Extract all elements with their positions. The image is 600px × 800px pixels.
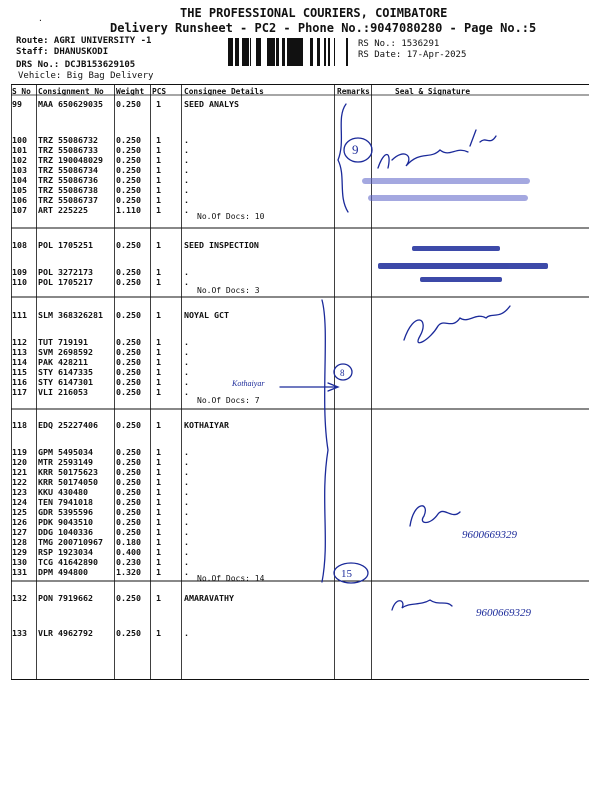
barcode-bar <box>244 38 247 66</box>
cell-cons: KRR 50174050 <box>38 477 98 487</box>
barcode-bar <box>235 38 238 66</box>
table-row <box>11 477 589 487</box>
phone-note-1: 9600669329 <box>462 529 517 541</box>
cell-wt: 0.250 <box>116 357 141 367</box>
barcode-bar <box>256 38 258 66</box>
table-row <box>11 447 589 457</box>
cell-det: . <box>184 165 189 175</box>
table-row <box>11 467 589 477</box>
cell-sno: 119 <box>12 447 27 457</box>
cell-pcs: 1 <box>156 557 161 567</box>
barcode-bar <box>242 38 244 66</box>
cell-pcs: 1 <box>156 99 161 109</box>
cell-cons: DDG 1040336 <box>38 527 93 537</box>
col-consignment: Consignment No <box>38 87 104 96</box>
cell-wt: 0.250 <box>116 377 141 387</box>
cell-wt: 0.250 <box>116 447 141 457</box>
cell-det: . <box>184 387 189 397</box>
table-row <box>11 628 589 638</box>
rs-number: RS No.: 1536291 <box>358 39 440 49</box>
cell-wt: 0.250 <box>116 387 141 397</box>
cell-cons: RSP 1923034 <box>38 547 93 557</box>
cell-pcs: 1 <box>156 487 161 497</box>
cell-sno: 100 <box>12 135 27 145</box>
cell-pcs: 1 <box>156 477 161 487</box>
cell-cons: PDK 9043510 <box>38 517 93 527</box>
cell-det: . <box>184 267 189 277</box>
barcode-bar <box>346 38 348 66</box>
cell-sno: 106 <box>12 195 27 205</box>
table-row <box>11 240 589 250</box>
barcode <box>228 38 350 66</box>
cell-det: . <box>184 377 189 387</box>
barcode-bar <box>296 38 299 66</box>
cell-det: . <box>184 527 189 537</box>
cell-wt: 0.180 <box>116 537 141 547</box>
cell-det: . <box>184 497 189 507</box>
cell-cons: TCG 41642890 <box>38 557 98 567</box>
cell-pcs: 1 <box>156 195 161 205</box>
cell-cons: TRZ 190048029 <box>38 155 103 165</box>
cell-pcs: 1 <box>156 593 161 603</box>
cell-det: AMARAVATHY <box>184 593 234 603</box>
cell-cons: POL 1705251 <box>38 240 93 250</box>
cell-sno: 123 <box>12 487 27 497</box>
cell-cons: TEN 7941018 <box>38 497 93 507</box>
col-details: Consignee Details <box>184 87 264 96</box>
cell-sno: 126 <box>12 517 27 527</box>
cell-sno: 111 <box>12 310 27 320</box>
table-row <box>11 567 589 577</box>
header-marker: . <box>38 14 43 23</box>
runsheet-title: Delivery Runsheet - PC2 - Phone No.:9047080280 - Page No.:5 <box>110 21 537 35</box>
barcode-bar <box>289 38 292 66</box>
barcode-bar <box>258 38 259 66</box>
cell-pcs: 1 <box>156 367 161 377</box>
barcode-bar <box>228 38 230 66</box>
cell-pcs: 1 <box>156 567 161 577</box>
cell-pcs: 1 <box>156 175 161 185</box>
table-row <box>11 135 589 145</box>
cell-cons: TRZ 55086732 <box>38 135 98 145</box>
cell-cons: TUT 719191 <box>38 337 88 347</box>
cell-wt: 0.250 <box>116 185 141 195</box>
runsheet-table <box>11 84 589 680</box>
cell-pcs: 1 <box>156 507 161 517</box>
circle-3-text: 15 <box>341 568 352 580</box>
cell-pcs: 1 <box>156 457 161 467</box>
barcode-bar <box>238 38 239 66</box>
cell-wt: 0.250 <box>116 240 141 250</box>
cell-pcs: 1 <box>156 447 161 457</box>
cell-sno: 107 <box>12 205 27 215</box>
cell-wt: 0.250 <box>116 155 141 165</box>
table-row <box>11 507 589 517</box>
cell-wt: 0.250 <box>116 457 141 467</box>
cell-pcs: 1 <box>156 155 161 165</box>
table-row <box>11 377 589 387</box>
cell-sno: 124 <box>12 497 27 507</box>
cell-wt: 0.250 <box>116 367 141 377</box>
cell-det: . <box>184 357 189 367</box>
cell-det: . <box>184 145 189 155</box>
cell-cons: KRR 50175623 <box>38 467 98 477</box>
table-row <box>11 185 589 195</box>
cell-sno: 105 <box>12 185 27 195</box>
cell-pcs: 1 <box>156 517 161 527</box>
cell-sno: 121 <box>12 467 27 477</box>
cell-pcs: 1 <box>156 547 161 557</box>
cell-wt: 0.250 <box>116 145 141 155</box>
barcode-bar <box>328 38 329 66</box>
cell-cons: ART 225225 <box>38 205 88 215</box>
cell-wt: 0.400 <box>116 547 141 557</box>
cell-sno: 113 <box>12 347 27 357</box>
table-row <box>11 99 589 109</box>
cell-det: . <box>184 277 189 287</box>
barcode-bar <box>334 38 335 66</box>
cell-cons: STY 6147301 <box>38 377 93 387</box>
cell-cons: GDR 5395596 <box>38 507 93 517</box>
table-row <box>11 547 589 557</box>
cell-det: . <box>184 477 189 487</box>
cell-cons: PON 7919662 <box>38 593 93 603</box>
cell-det: . <box>184 135 189 145</box>
barcode-bar <box>292 38 295 66</box>
cell-cons: GPM 5495034 <box>38 447 93 457</box>
table-row <box>11 420 589 430</box>
cell-cons: SVM 2698592 <box>38 347 93 357</box>
cell-cons: VLI 216053 <box>38 387 88 397</box>
table-row <box>11 310 589 320</box>
table-row <box>11 155 589 165</box>
route-label: Route: AGRI UNIVERSITY -1 <box>16 36 152 46</box>
table-row <box>11 517 589 527</box>
rs-date: RS Date: 17-Apr-2025 <box>358 50 467 60</box>
cell-wt: 0.250 <box>116 593 141 603</box>
cell-cons: KKU 430480 <box>38 487 88 497</box>
cell-det: . <box>184 175 189 185</box>
cell-wt: 0.250 <box>116 497 141 507</box>
cell-sno: 120 <box>12 457 27 467</box>
cell-cons: POL 3272173 <box>38 267 93 277</box>
cell-pcs: 1 <box>156 277 161 287</box>
cell-wt: 0.250 <box>116 165 141 175</box>
cell-wt: 0.250 <box>116 628 141 638</box>
cell-det: . <box>184 628 189 638</box>
table-row <box>11 497 589 507</box>
barcode-bars <box>228 38 350 66</box>
cell-pcs: 1 <box>156 240 161 250</box>
cell-pcs: 1 <box>156 537 161 547</box>
barcode-bar <box>310 38 313 66</box>
cell-wt: 0.250 <box>116 337 141 347</box>
cell-cons: TRZ 55086736 <box>38 175 98 185</box>
cell-cons: TMG 200710967 <box>38 537 103 547</box>
cell-sno: 117 <box>12 387 27 397</box>
company-name: THE PROFESSIONAL COURIERS, COIMBATORE <box>180 6 448 20</box>
cell-det: SEED INSPECTION <box>184 240 259 250</box>
cell-wt: 0.250 <box>116 310 141 320</box>
cell-sno: 108 <box>12 240 27 250</box>
cell-det: . <box>184 195 189 205</box>
cell-pcs: 1 <box>156 165 161 175</box>
cell-pcs: 1 <box>156 527 161 537</box>
cell-det: NOYAL GCT <box>184 310 229 320</box>
cell-cons: TRZ 55086738 <box>38 185 98 195</box>
table-row <box>11 175 589 185</box>
cell-sno: 122 <box>12 477 27 487</box>
barcode-bar <box>329 38 330 66</box>
cell-cons: SLM 368326281 <box>38 310 103 320</box>
cell-cons: DPM 494800 <box>38 567 88 577</box>
cell-det: . <box>184 367 189 377</box>
table-row <box>11 347 589 357</box>
vehicle-label: Vehicle: Big Bag Delivery <box>18 71 154 81</box>
col-weight: Weight <box>116 87 145 96</box>
cell-wt: 0.250 <box>116 420 141 430</box>
cell-wt: 1.320 <box>116 567 141 577</box>
cell-sno: 102 <box>12 155 27 165</box>
table-row <box>11 337 589 347</box>
cell-det: . <box>184 467 189 477</box>
note-row-117: Kothaiyar <box>232 379 265 388</box>
barcode-bar <box>287 38 289 66</box>
cell-det: . <box>184 447 189 457</box>
barcode-bar <box>317 38 320 66</box>
cell-wt: 0.250 <box>116 135 141 145</box>
cell-cons: POL 1705217 <box>38 277 93 287</box>
table-row <box>11 195 589 205</box>
cell-wt: 0.250 <box>116 277 141 287</box>
docs-count: No.Of Docs: 7 <box>197 396 260 405</box>
cell-wt: 0.250 <box>116 195 141 205</box>
table-row <box>11 357 589 367</box>
cell-pcs: 1 <box>156 185 161 195</box>
cell-det: . <box>184 185 189 195</box>
table-row <box>11 165 589 175</box>
cell-pcs: 1 <box>156 310 161 320</box>
cell-pcs: 1 <box>156 145 161 155</box>
docs-count: No.Of Docs: 10 <box>197 212 265 221</box>
cell-wt: 0.230 <box>116 557 141 567</box>
barcode-bar <box>269 38 272 66</box>
cell-cons: MTR 2593149 <box>38 457 93 467</box>
cell-pcs: 1 <box>156 357 161 367</box>
cell-sno: 129 <box>12 547 27 557</box>
cell-sno: 101 <box>12 145 27 155</box>
barcode-bar <box>250 38 251 66</box>
cell-det: . <box>184 457 189 467</box>
cell-sno: 132 <box>12 593 27 603</box>
cell-wt: 0.250 <box>116 487 141 497</box>
phone-note-2: 9600669329 <box>476 607 531 619</box>
cell-sno: 114 <box>12 357 27 367</box>
cell-sno: 115 <box>12 367 27 377</box>
cell-sno: 109 <box>12 267 27 277</box>
cell-det: . <box>184 567 189 577</box>
cell-sno: 112 <box>12 337 27 347</box>
cell-det: . <box>184 507 189 517</box>
barcode-bar <box>282 38 285 66</box>
cell-pcs: 1 <box>156 377 161 387</box>
cell-det: . <box>184 517 189 527</box>
cell-pcs: 1 <box>156 267 161 277</box>
cell-det: . <box>184 337 189 347</box>
table-row <box>11 205 589 215</box>
cell-sno: 116 <box>12 377 27 387</box>
cell-sno: 99 <box>12 99 22 109</box>
cell-wt: 0.250 <box>116 507 141 517</box>
table-row <box>11 267 589 277</box>
barcode-bar <box>272 38 275 66</box>
cell-sno: 118 <box>12 420 27 430</box>
cell-pcs: 1 <box>156 420 161 430</box>
cell-wt: 0.250 <box>116 99 141 109</box>
cell-sno: 130 <box>12 557 27 567</box>
cell-pcs: 1 <box>156 497 161 507</box>
cell-cons: STY 6147335 <box>38 367 93 377</box>
cell-pcs: 1 <box>156 467 161 477</box>
table-row <box>11 145 589 155</box>
cell-sno: 125 <box>12 507 27 517</box>
cell-det: . <box>184 537 189 547</box>
circle-1-text: 9 <box>352 142 359 157</box>
table-row <box>11 277 589 287</box>
barcode-bar <box>230 38 232 66</box>
col-pcs: PCS <box>152 87 167 96</box>
cell-pcs: 1 <box>156 135 161 145</box>
barcode-bar <box>232 38 233 66</box>
cell-sno: 131 <box>12 567 27 577</box>
cell-wt: 0.250 <box>116 267 141 277</box>
barcode-bar <box>276 38 279 66</box>
cell-det: . <box>184 347 189 357</box>
barcode-bar <box>299 38 301 66</box>
cell-cons: VLR 4962792 <box>38 628 93 638</box>
cell-wt: 1.110 <box>116 205 141 215</box>
cell-pcs: 1 <box>156 205 161 215</box>
cell-cons: PAK 428211 <box>38 357 88 367</box>
barcode-bar <box>259 38 261 66</box>
circle-2-text: 8 <box>340 368 345 378</box>
cell-pcs: 1 <box>156 628 161 638</box>
docs-count: No.Of Docs: 3 <box>197 286 260 295</box>
table-row <box>11 557 589 567</box>
cell-pcs: 1 <box>156 387 161 397</box>
barcode-bar <box>301 38 303 66</box>
table-row <box>11 487 589 497</box>
table-row <box>11 527 589 537</box>
table-row <box>11 593 589 603</box>
col-sno: S No <box>12 87 31 96</box>
cell-sno: 104 <box>12 175 27 185</box>
cell-det: KOTHAIYAR <box>184 420 229 430</box>
cell-det: . <box>184 155 189 165</box>
docs-count: No.Of Docs: 14 <box>197 574 265 583</box>
table-row <box>11 387 589 397</box>
staff-label: Staff: DHANUSKODI <box>16 47 109 57</box>
cell-cons: TRZ 55086734 <box>38 165 98 175</box>
cell-det: SEED ANALYS <box>184 99 239 109</box>
cell-pcs: 1 <box>156 337 161 347</box>
drs-label: DRS No.: DCJB153629105 <box>16 60 136 70</box>
cell-cons: TRZ 55086733 <box>38 145 98 155</box>
col-remarks: Remarks <box>337 87 370 96</box>
cell-wt: 0.250 <box>116 175 141 185</box>
cell-sno: 103 <box>12 165 27 175</box>
cell-sno: 127 <box>12 527 27 537</box>
table-row <box>11 537 589 547</box>
cell-cons: EDQ 25227406 <box>38 420 98 430</box>
table-row <box>11 367 589 377</box>
cell-wt: 0.250 <box>116 477 141 487</box>
col-seal: Seal & Signature <box>395 87 471 96</box>
cell-wt: 0.250 <box>116 347 141 357</box>
cell-wt: 0.250 <box>116 467 141 477</box>
cell-sno: 110 <box>12 277 27 287</box>
cell-wt: 0.250 <box>116 527 141 537</box>
cell-sno: 128 <box>12 537 27 547</box>
barcode-bar <box>324 38 326 66</box>
barcode-bar <box>247 38 249 66</box>
cell-det: . <box>184 547 189 557</box>
cell-det: . <box>184 557 189 567</box>
cell-sno: 133 <box>12 628 27 638</box>
cell-pcs: 1 <box>156 347 161 357</box>
cell-det: . <box>184 205 189 215</box>
cell-wt: 0.250 <box>116 517 141 527</box>
barcode-bar <box>295 38 296 66</box>
barcode-bar <box>267 38 269 66</box>
cell-det: . <box>184 487 189 497</box>
cell-cons: TRZ 55086737 <box>38 195 98 205</box>
cell-cons: MAA 650629035 <box>38 99 103 109</box>
table-row <box>11 457 589 467</box>
